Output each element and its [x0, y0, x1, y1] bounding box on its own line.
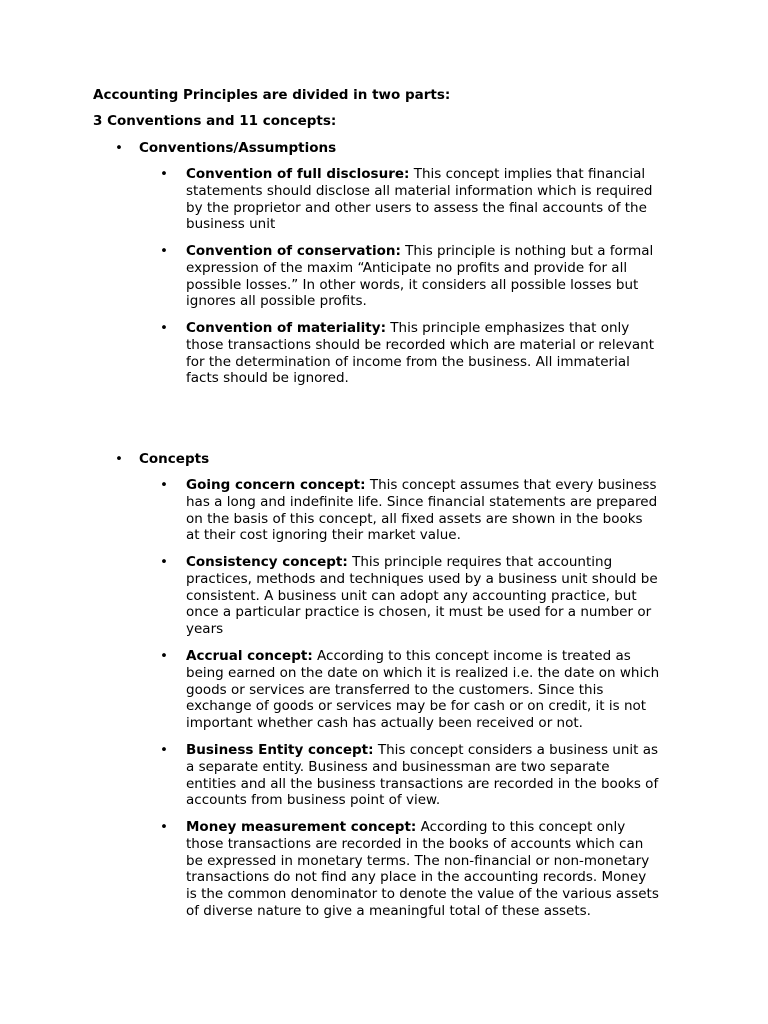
list-item — [160, 320, 660, 387]
list-item-body — [186, 477, 660, 544]
bullet-icon: • — [115, 451, 123, 467]
heading-conventions-and-concepts: 3 Conventions and 11 concepts: — [93, 113, 337, 129]
description: According to this concept only those transactions are recorded in the books of accounts which can be expressed in monetary terms. The non-financial or non-monetary transactions do not find any place in the accounting records. Money is the common denominator to denote the value of the various assets of diverse nature to give a meaningful total of these assets. — [186, 819, 659, 919]
list-item-body — [186, 320, 660, 387]
list-item — [160, 648, 660, 732]
bullet-icon: • — [160, 648, 168, 664]
term: Convention of full disclosure: — [186, 166, 410, 182]
list-item — [160, 554, 660, 638]
description: According to this concept income is treated as being earned on the date on which it is realized i.e. the date on which goods or services are transferred to the customers. Since this exchange of goods or services may be for cash or on credit, it is not important whether cash has actually been received or not. — [186, 648, 660, 732]
bullet-icon: • — [160, 477, 168, 493]
bullet-icon: • — [160, 243, 168, 259]
bullet-icon: • — [115, 140, 123, 156]
description: This principle requires that accounting practices, methods and techniques used by a business unit should be consistent. A business unit can adopt any accounting practice, but once a particular practice is chosen, it must be used for a number or years — [186, 554, 658, 638]
list-item-body — [186, 166, 660, 233]
term: Consistency concept: — [186, 554, 348, 570]
list-item-body — [186, 554, 660, 638]
list-item — [160, 477, 660, 544]
bullet-icon: • — [160, 320, 168, 336]
list-item — [160, 819, 660, 920]
heading-accounting-principles: Accounting Principles are divided in two parts: — [93, 87, 451, 103]
list-item — [160, 742, 660, 809]
description: This principle emphasizes that only those transactions should be recorded which are material or relevant for the determination of income from the business. All immaterial facts should be ignored. — [186, 320, 655, 387]
list-item-body — [186, 243, 660, 310]
bullet-icon: • — [160, 554, 168, 570]
list-item-body — [186, 819, 660, 920]
term: Convention of conservation: — [186, 243, 401, 259]
term: Convention of materiality: — [186, 320, 386, 336]
section-label: Concepts — [139, 451, 210, 467]
description: This principle is nothing but a formal expression of the maxim “Anticipate no profits and provide for all possible losses.” In other words, it considers all possible losses but ignores all possible profits. — [186, 243, 654, 310]
description: This concept considers a business unit as a separate entity. Business and businessman are two separate entities and all the business transactions are recorded in the books of accounts from business point of view. — [186, 742, 659, 809]
section-label: Conventions/Assumptions — [139, 140, 337, 156]
term: Money measurement concept: — [186, 819, 417, 835]
term: Accrual concept: — [186, 648, 313, 664]
list-item-body — [186, 742, 660, 809]
term: Going concern concept: — [186, 477, 366, 493]
description: This concept implies that financial statements should disclose all material information which is required by the proprietor and other users to assess the final accounts of the business unit — [186, 166, 653, 233]
bullet-icon: • — [160, 819, 168, 835]
list-item — [160, 166, 660, 233]
bullet-icon: • — [160, 166, 168, 182]
bullet-icon: • — [160, 742, 168, 758]
list-item — [160, 243, 660, 310]
description: This concept assumes that every business has a long and indefinite life. Since financial statements are prepared on the basis of this concept, all fixed assets are shown in the books at their cost ignoring their market value. — [186, 477, 658, 544]
term: Business Entity concept: — [186, 742, 374, 758]
list-item-body — [186, 648, 660, 732]
